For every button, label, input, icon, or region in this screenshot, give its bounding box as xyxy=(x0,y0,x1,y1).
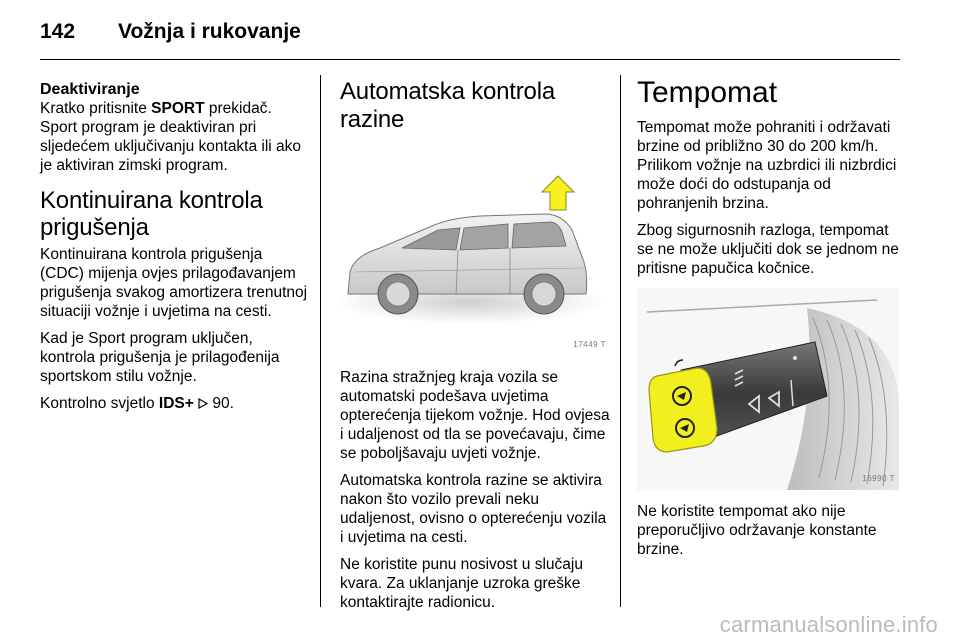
column-divider-2 xyxy=(620,75,621,607)
level-paragraph-1: Razina stražnjeg kraja vozila se automatski podešava uvjetima opterećenja tijekom vožnje. Hod ovjesa i udaljenost od tla se povećavaju, čime se poboljšavaju uvjeti vožnje. xyxy=(340,369,610,462)
watermark: carmanualsonline.info xyxy=(719,612,938,637)
page-reference-arrow-icon xyxy=(198,394,208,412)
column-1 xyxy=(40,80,308,421)
cruise-paragraph-1: Tempomat može pohraniti i održavati brzine od približno 30 do 200 km/h. Prilikom vožnje na uzbrdici ili nizbrdici može doći do odstupanja od pohranjenih brzina. xyxy=(637,119,897,212)
figure-code: 16990 T xyxy=(862,474,895,483)
deactivation-paragraph xyxy=(40,99,308,175)
page-header xyxy=(40,16,920,56)
lever-illustration xyxy=(637,288,899,490)
cdc-heading: Kontinuirana kontrola prigušenja xyxy=(40,187,263,241)
car-level-figure xyxy=(340,144,610,356)
sport-label: SPORT xyxy=(151,100,205,117)
text-span: Kontrolno svjetlo xyxy=(40,395,159,412)
text-span: Kratko pritisnite xyxy=(40,100,152,117)
deactivation-heading: Deaktiviranje xyxy=(40,81,140,98)
level-paragraph-2: Automatska kontrola razine se aktivira nakon što vozilo prevali neku udaljenost, ovisno o opterećenju vozila i uvjetima na cesti. xyxy=(340,472,607,546)
cruise-paragraph-2: Zbog sigurnosnih razloga, tempomat se ne može uključiti dok se jednom ne pritisne papučica kočnice. xyxy=(637,222,899,277)
page-title: Vožnja i rukovanje xyxy=(118,20,301,43)
column-2 xyxy=(340,80,610,620)
up-arrow-icon xyxy=(542,176,574,210)
cdc-paragraph-3 xyxy=(40,394,308,413)
cdc-paragraph-1: Kontinuirana kontrola prigušenja (CDC) mijenja ovjes prilagođavanjem prigušenja svakog amortizera trenutnoj situaciji vožnje i uvjetima na cesti. xyxy=(40,246,308,320)
cdc-paragraph-2: Kad je Sport program uključen, kontrola prigušenja je prilagođenija sportskom stilu vožnje. xyxy=(40,330,280,385)
level-control-heading: Automatska kontrola razine xyxy=(340,78,555,133)
cruise-paragraph-3: Ne koristite tempomat ako nije preporučljivo održavanje konstante brzine. xyxy=(637,503,877,558)
text-span: prekidač. Sport program je deaktiviran pri sljedećem uključivanju kontakta ili ako je aktiviran zimski program. xyxy=(40,100,302,174)
level-paragraph-3: Ne koristite punu nosivost u slučaju kvara. Za uklanjanje uzroka greške kontaktirajte radionicu. xyxy=(340,556,583,611)
header-divider xyxy=(40,59,900,60)
ids-label: IDS+ xyxy=(158,395,194,412)
cruise-control-heading: Tempomat xyxy=(637,76,778,109)
page-number: 142 xyxy=(40,20,76,43)
page-reference: 90. xyxy=(208,395,234,412)
cruise-lever-figure xyxy=(637,288,899,490)
car-illustration xyxy=(340,144,610,356)
column-3 xyxy=(637,76,903,567)
column-divider-1 xyxy=(320,75,321,607)
figure-code: 17449 T xyxy=(573,340,606,349)
